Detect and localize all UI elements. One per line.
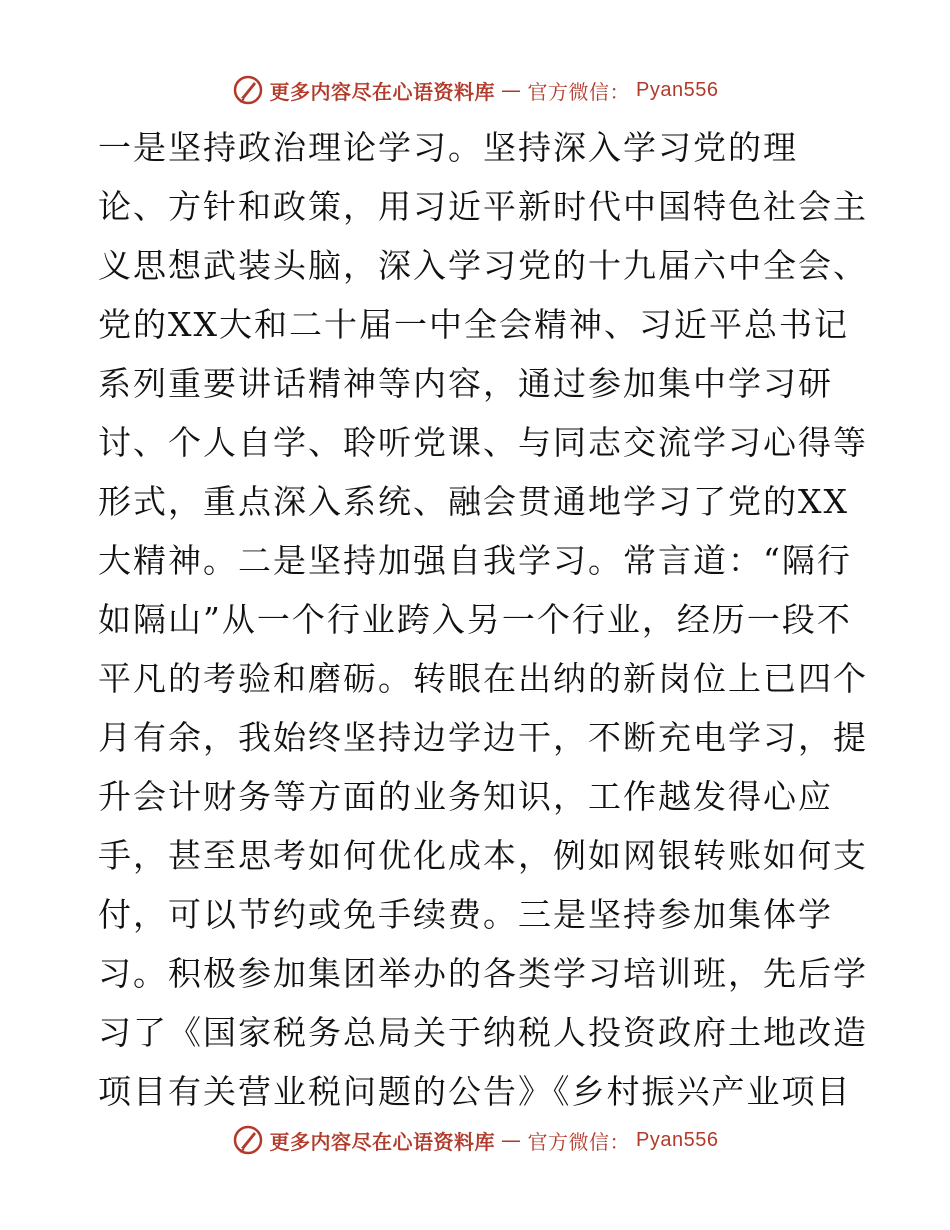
footer-banner [0,1120,950,1160]
body-line: 月有余，我始终坚持边学边干，不断充电学习，提 [98,718,868,757]
footer-banner-content [232,1124,719,1156]
body-line: 付，可以节约或免手续费。三是坚持参加集体学 [98,895,833,934]
body-line: 一是坚持政治理论学习。坚持深入学习党的理 [98,128,798,167]
body-line: 义思想武装头脑，深入学习党的十九届六中全会、 [98,246,868,285]
body-line: 升会计财务等方面的业务知识，工作越发得心应 [98,777,833,816]
body-line: 党的XX大和二十届一中全会精神、习近平总书记 [98,305,849,344]
body-line: 论、方针和政策，用习近平新时代中国特色社会主 [98,187,868,226]
body-line: 大精神。二是坚持加强自我学习。常言道：“隔行 [98,541,852,580]
header-wechat-label: 官方微信： [527,79,631,104]
document-body [98,118,868,1121]
header-banner-dash: — [501,78,522,102]
body-line: 如隔山”从一个行业跨入另一个行业，经历一段不 [98,600,852,639]
footer-wechat-label: 官方微信： [527,1129,631,1154]
body-line: 系列重要讲话精神等内容，通过参加集中学习研 [98,364,833,403]
body-line: 形式，重点深入系统、融会贯通地学习了党的XX [98,482,849,521]
feather-pen-logo-icon [232,1124,264,1156]
body-line: 习了《国家税务总局关于纳税人投资政府土地改造 [98,1013,868,1052]
body-line: 讨、个人自学、聆听党课、与同志交流学习心得等 [98,423,868,462]
header-banner-text: 更多内容尽在心语资料库 [269,79,496,104]
header-banner [0,70,950,110]
footer-wechat-id: Pyan556 [636,1128,719,1151]
feather-pen-logo-icon [232,74,264,106]
header-wechat-id: Pyan556 [636,78,719,101]
body-line: 项目有关营业税问题的公告》《乡村振兴产业项目 [98,1072,852,1111]
body-line: 平凡的考验和磨砺。转眼在出纳的新岗位上已四个 [98,659,868,698]
header-banner-content [232,74,719,106]
body-line: 习。积极参加集团举办的各类学习培训班，先后学 [98,954,868,993]
body-line: 手，甚至思考如何优化成本，例如网银转账如何支 [98,836,868,875]
footer-banner-dash: — [501,1128,522,1152]
footer-banner-text: 更多内容尽在心语资料库 [269,1129,496,1154]
